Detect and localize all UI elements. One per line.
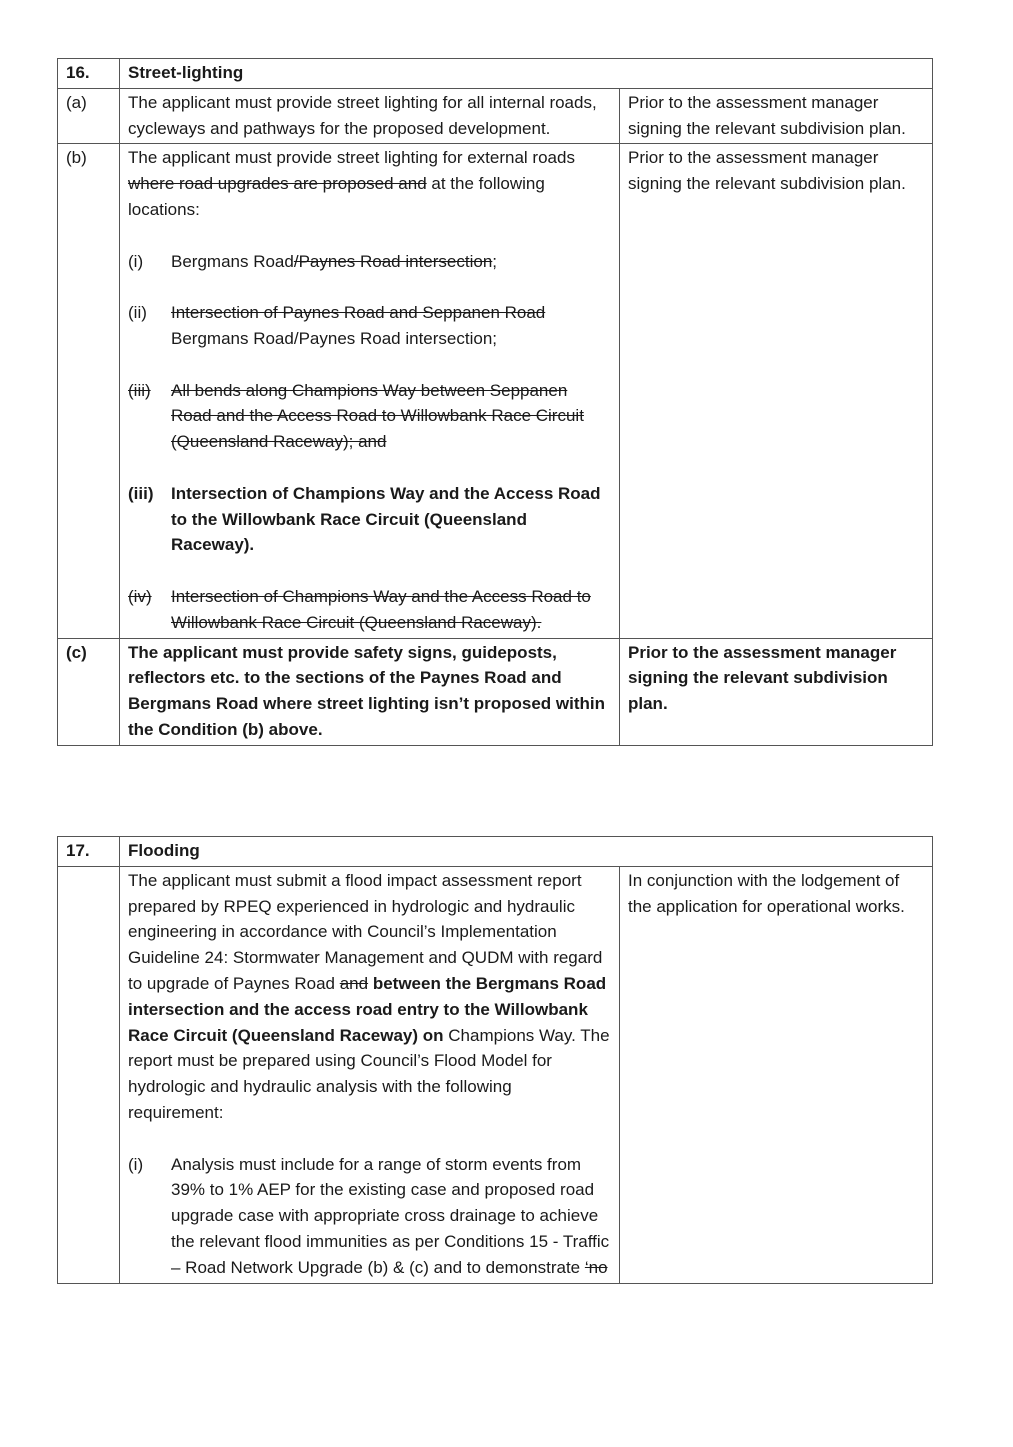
condition-16c-row <box>58 638 933 745</box>
condition-17-table <box>57 836 933 1284</box>
timing-text: Prior to the assessment manager signing the relevant subdivision plan. <box>620 144 933 638</box>
list-item: (i) Analysis must include for a range of storm events from 39% to 1% AEP for the existing case and proposed road upgrade case with appropriate cross drainage to achieve the relevant flood immunities as per Conditions 15 - Traffic – Road Network Upgrade (b) & (c) and to demonstrate ‘no <box>128 1152 611 1281</box>
condition-heading: Flooding <box>120 837 933 867</box>
condition-number: 17. <box>58 837 120 867</box>
condition-number: 16. <box>58 59 120 89</box>
timing-text: In conjunction with the lodgement of the application for operational works. <box>620 866 933 1283</box>
item-number: (iv) <box>128 586 152 606</box>
item-number: (i) <box>128 251 144 271</box>
list-item-deleted <box>128 378 611 455</box>
requirement-text: The applicant must provide safety signs, guideposts, reflectors etc. to the sections of the Paynes Road and Bergmans Road where street lighting isn’t proposed within the Condition (b) above. <box>120 638 620 745</box>
struck-text: Intersection of Paynes Road and Seppanen Road <box>171 303 546 323</box>
list-item: (i) Bergmans Road/Paynes Road intersection; <box>128 249 611 275</box>
requirement-cell <box>120 866 620 1283</box>
requirement-cell <box>120 144 620 638</box>
row-label: (b) <box>58 144 120 638</box>
requirement-text: The applicant must provide street lighting for all internal roads, cycleways and pathways for the proposed development. <box>120 88 620 144</box>
list-item: (ii) Intersection of Paynes Road and Seppanen Road Bergmans Road/Paynes Road intersection; <box>128 300 611 352</box>
item-number: (ii) <box>128 303 147 323</box>
item-number: (iii) <box>128 380 151 400</box>
condition-16-header-row <box>58 59 933 89</box>
list-item-added: (iii) Intersection of Champions Way and the Access Road to the Willowbank Race Circuit (Queensland Raceway). <box>128 481 611 558</box>
row-label: (a) <box>58 88 120 144</box>
condition-17-body-row <box>58 866 933 1283</box>
row-label <box>58 866 120 1283</box>
added-text: between the Bergmans Road intersection and the access road entry to the Willowbank Race Circuit (Queensland Raceway) on <box>128 973 607 1045</box>
struck-text: All bends along Champions Way between Seppanen Road and the Access Road to Willowbank Race Circuit (Queensland Raceway); and <box>171 380 584 452</box>
item-number: (iii) <box>128 483 154 503</box>
condition-heading: Street-lighting <box>120 59 933 89</box>
condition-16-table <box>57 58 933 746</box>
condition-17-header-row <box>58 837 933 867</box>
struck-text: and <box>339 973 369 993</box>
timing-text: Prior to the assessment manager signing the relevant subdivision plan. <box>620 638 933 745</box>
struck-text: where road upgrades are proposed and <box>128 174 427 194</box>
struck-text: /Paynes Road intersection <box>293 251 493 271</box>
timing-text: Prior to the assessment manager signing the relevant subdivision plan. <box>620 88 933 144</box>
struck-text: Intersection of Champions Way and the Access Road to Willowbank Race Circuit (Queensland Raceway). <box>171 586 591 632</box>
list-item-deleted <box>128 584 611 636</box>
condition-16b-row <box>58 144 933 638</box>
requirement-intro: The applicant must provide street lighting for external roads where road upgrades are proposed and at the following locations: <box>128 148 575 219</box>
condition-16a-row <box>58 88 933 144</box>
row-label: (c) <box>58 638 120 745</box>
item-number: (i) <box>128 1154 144 1174</box>
requirement-body: The applicant must submit a flood impact assessment report prepared by RPEQ experienced in hydrologic and hydraulic engineering in accordance with Council’s Implementation Guideline 24: Stormwater Management and QUDM with regard to upgrade of Paynes Road and between the Bergmans Road intersection and the access road entry to the Willowbank Race Circuit (Queensland Raceway) on Champions Way. The report must be prepared using Council’s Flood Model for hydrologic and hydraulic analysis with the following requirement: <box>128 870 610 1122</box>
struck-text: ‘no <box>584 1257 608 1277</box>
